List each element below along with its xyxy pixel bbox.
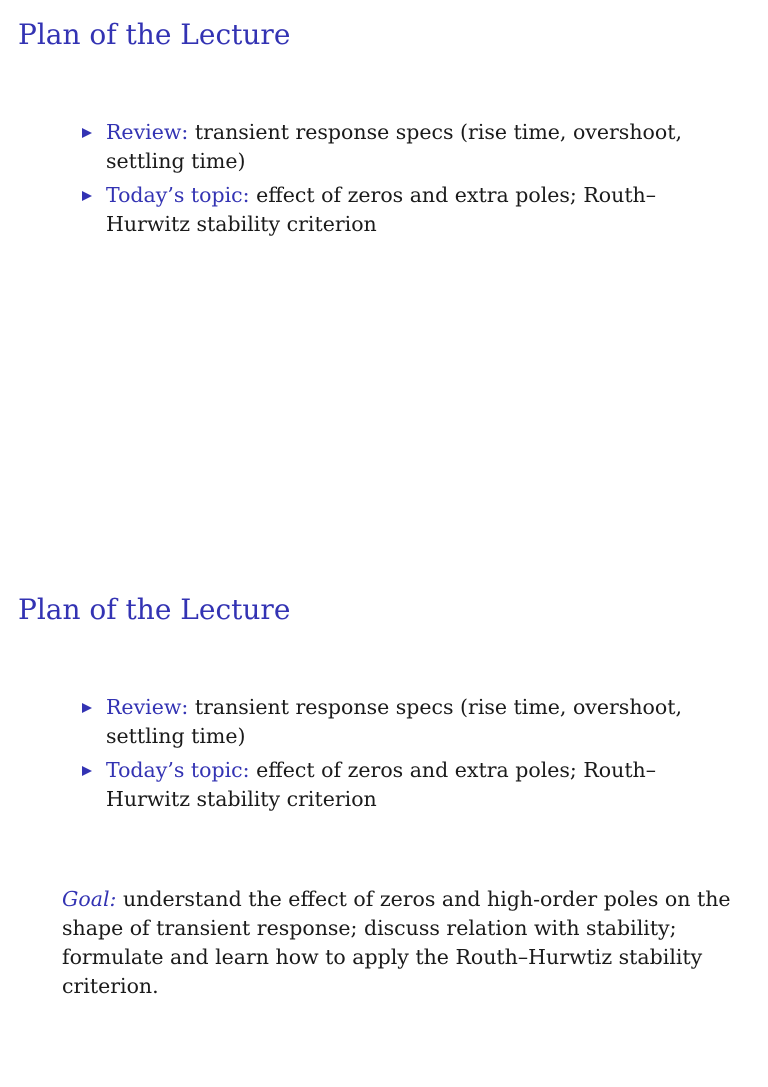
list-item [82,118,722,176]
slide-2 [0,575,768,1087]
item-text: effect of zeros and extra poles; Routh–Hurwitz stability criterion [106,183,657,236]
list-item [82,693,722,751]
item-label: Today’s topic: [106,183,250,207]
goal-paragraph [62,885,732,1001]
bullet-list [82,693,722,819]
triangle-bullet-icon [82,191,92,201]
list-item [82,181,722,239]
triangle-bullet-icon [82,766,92,776]
slide-title: Plan of the Lecture [18,593,291,626]
slide-1 [0,0,768,512]
slide-title: Plan of the Lecture [18,18,291,51]
item-text: effect of zeros and extra poles; Routh–Hurwitz stability criterion [106,758,657,811]
goal-text: understand the effect of zeros and high-order poles on the shape of transient response; discuss relation with stability; formulate and learn how to apply the Routh–Hurwtiz stability criterion. [62,887,731,998]
item-text: transient response specs (rise time, overshoot, settling time) [106,695,682,748]
item-label: Today’s topic: [106,758,250,782]
triangle-bullet-icon [82,703,92,713]
triangle-bullet-icon [82,128,92,138]
item-label: Review: [106,695,189,719]
list-item [82,756,722,814]
bullet-list [82,118,722,244]
goal-label: Goal: [62,887,117,911]
item-text: transient response specs (rise time, overshoot, settling time) [106,120,682,173]
item-label: Review: [106,120,189,144]
